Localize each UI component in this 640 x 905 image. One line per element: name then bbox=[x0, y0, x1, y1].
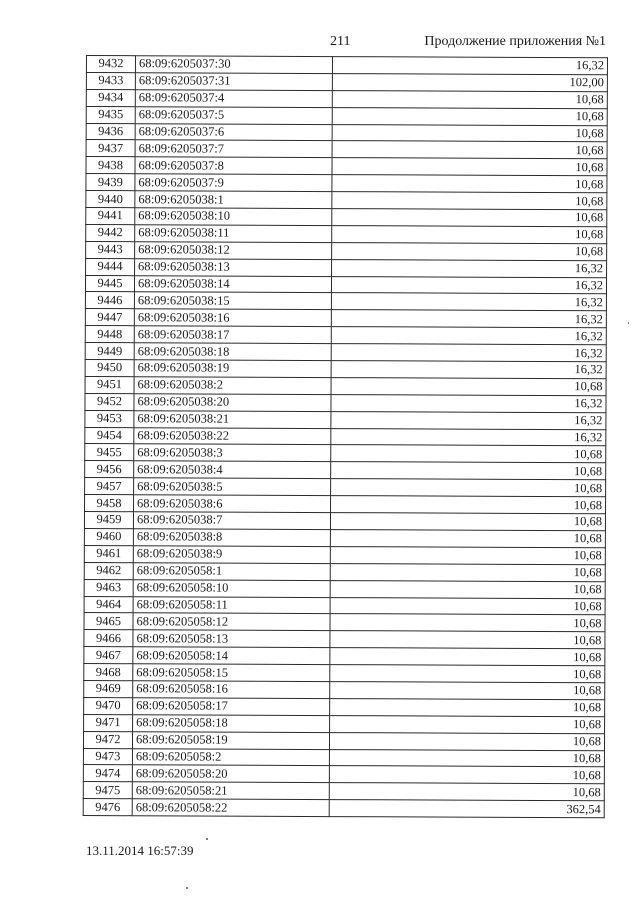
cadastral-number: 68:09:6205038:6 bbox=[134, 495, 331, 513]
row-number: 9471 bbox=[84, 714, 133, 731]
print-timestamp: 13.11.2014 16:57:39 bbox=[86, 843, 194, 858]
row-value: 10,68 bbox=[330, 597, 605, 615]
table-row bbox=[85, 393, 606, 412]
row-number: 9439 bbox=[86, 174, 135, 191]
row-number: 9444 bbox=[86, 258, 135, 275]
table-row bbox=[86, 224, 607, 243]
table-row bbox=[85, 309, 606, 328]
row-value: 10,68 bbox=[330, 530, 605, 548]
cadastral-number: 68:09:6205058:1 bbox=[133, 562, 330, 580]
table-row bbox=[86, 258, 607, 277]
table-row bbox=[85, 360, 606, 379]
row-number: 9438 bbox=[86, 157, 135, 174]
cadastral-number: 68:09:6205037:5 bbox=[135, 106, 332, 124]
row-value: 10,68 bbox=[330, 563, 605, 581]
row-number: 9434 bbox=[86, 89, 135, 106]
table-row bbox=[86, 191, 607, 210]
row-number: 9455 bbox=[85, 444, 134, 461]
row-value: 10,68 bbox=[332, 175, 607, 193]
row-number: 9437 bbox=[86, 140, 135, 157]
row-number: 9453 bbox=[85, 410, 134, 427]
cadastral-number: 68:09:6205038:19 bbox=[134, 360, 331, 378]
row-number: 9465 bbox=[84, 613, 133, 630]
row-value: 10,68 bbox=[331, 496, 606, 514]
row-value: 10,68 bbox=[331, 479, 606, 497]
table-row bbox=[86, 72, 607, 91]
cadastral-number: 68:09:6205037:4 bbox=[135, 89, 332, 107]
row-value: 10,68 bbox=[330, 614, 605, 632]
table-row bbox=[85, 343, 606, 362]
table-row bbox=[86, 123, 607, 142]
row-number: 9440 bbox=[86, 191, 135, 208]
row-value: 16,32 bbox=[331, 344, 606, 362]
row-number: 9466 bbox=[84, 630, 133, 647]
table-row bbox=[86, 208, 607, 227]
row-value: 362,54 bbox=[329, 800, 604, 818]
cadastral-number: 68:09:6205058:11 bbox=[133, 596, 330, 614]
row-number: 9474 bbox=[83, 765, 132, 782]
page-number: 211 bbox=[330, 34, 351, 49]
cadastral-number: 68:09:6205038:5 bbox=[134, 478, 331, 496]
row-number: 9451 bbox=[85, 376, 134, 393]
table-row bbox=[85, 427, 606, 446]
cadastral-number: 68:09:6205058:13 bbox=[133, 630, 330, 648]
row-value: 16,32 bbox=[332, 259, 607, 277]
row-value: 10,68 bbox=[332, 107, 607, 125]
row-value: 10,68 bbox=[330, 648, 605, 666]
cadastral-number: 68:09:6205058:19 bbox=[132, 731, 329, 749]
cadastral-number: 68:09:6205038:10 bbox=[135, 208, 332, 226]
table-row bbox=[86, 89, 607, 108]
row-value: 10,68 bbox=[330, 546, 605, 564]
cadastral-number: 68:09:6205058:22 bbox=[132, 799, 329, 817]
cadastral-number: 68:09:6205058:16 bbox=[133, 681, 330, 699]
row-number: 9433 bbox=[86, 72, 135, 89]
row-value: 10,68 bbox=[330, 715, 605, 733]
table-row bbox=[86, 140, 607, 159]
scan-speck bbox=[186, 887, 188, 889]
row-number: 9462 bbox=[84, 562, 133, 579]
row-number: 9458 bbox=[85, 495, 134, 512]
row-value: 16,32 bbox=[332, 57, 607, 75]
cadastral-number: 68:09:6205058:10 bbox=[133, 579, 330, 597]
row-number: 9452 bbox=[85, 393, 134, 410]
cadastral-number: 68:09:6205038:3 bbox=[134, 444, 331, 462]
row-number: 9475 bbox=[83, 782, 132, 799]
table-row bbox=[86, 157, 607, 176]
cadastral-number: 68:09:6205038:11 bbox=[135, 225, 332, 243]
cadastral-number: 68:09:6205058:14 bbox=[133, 647, 330, 665]
cadastral-number: 68:09:6205038:20 bbox=[134, 394, 331, 412]
row-value: 10,68 bbox=[332, 141, 607, 159]
row-value: 16,32 bbox=[331, 276, 606, 294]
row-value: 10,68 bbox=[329, 766, 604, 784]
row-value: 10,68 bbox=[332, 192, 607, 210]
row-number: 9467 bbox=[84, 647, 133, 664]
cadastral-number: 68:09:6205058:21 bbox=[132, 782, 329, 800]
row-value: 10,68 bbox=[331, 462, 606, 480]
row-value: 10,68 bbox=[329, 732, 604, 750]
row-value: 10,68 bbox=[330, 698, 605, 716]
cadastral-number: 68:09:6205037:8 bbox=[135, 157, 332, 175]
row-value: 10,68 bbox=[330, 665, 605, 683]
row-number: 9447 bbox=[85, 309, 134, 326]
row-value: 10,68 bbox=[329, 749, 604, 767]
cadastral-number: 68:09:6205037:9 bbox=[135, 174, 332, 192]
cadastral-number: 68:09:6205038:7 bbox=[133, 512, 330, 530]
cadastral-number: 68:09:6205037:6 bbox=[135, 123, 332, 141]
row-number: 9472 bbox=[83, 731, 132, 748]
cadastral-number: 68:09:6205038:22 bbox=[134, 427, 331, 445]
cadastral-number: 68:09:6205058:12 bbox=[133, 613, 330, 631]
row-number: 9468 bbox=[84, 664, 133, 681]
data-table bbox=[83, 55, 608, 818]
cadastral-number: 68:09:6205038:1 bbox=[135, 191, 332, 209]
cadastral-number: 68:09:6205038:13 bbox=[135, 258, 332, 276]
row-value: 10,68 bbox=[332, 209, 607, 227]
row-number: 9446 bbox=[85, 292, 134, 309]
row-number: 9442 bbox=[86, 224, 135, 241]
cadastral-number: 68:09:6205038:4 bbox=[134, 461, 331, 479]
row-value: 10,68 bbox=[332, 158, 607, 176]
cadastral-number: 68:09:6205058:18 bbox=[133, 714, 330, 732]
row-value: 16,32 bbox=[331, 327, 606, 345]
row-number: 9432 bbox=[86, 56, 135, 73]
cadastral-number: 68:09:6205038:16 bbox=[134, 309, 331, 327]
cadastral-number: 68:09:6205058:2 bbox=[132, 748, 329, 766]
row-number: 9457 bbox=[85, 478, 134, 495]
table-row bbox=[86, 56, 607, 75]
cadastral-number: 68:09:6205038:12 bbox=[135, 242, 332, 260]
row-value: 10,68 bbox=[331, 445, 606, 463]
row-number: 9445 bbox=[85, 275, 134, 292]
table-row bbox=[86, 241, 607, 260]
scan-speck bbox=[206, 838, 208, 840]
cadastral-number: 68:09:6205038:2 bbox=[134, 377, 331, 395]
cadastral-number: 68:09:6205038:21 bbox=[134, 410, 331, 428]
row-number: 9476 bbox=[83, 799, 132, 816]
row-value: 10,68 bbox=[331, 377, 606, 395]
table-row bbox=[83, 799, 604, 818]
row-value: 16,32 bbox=[331, 411, 606, 429]
row-value: 16,32 bbox=[331, 428, 606, 446]
table-row bbox=[85, 275, 606, 294]
cadastral-number: 68:09:6205038:17 bbox=[134, 326, 331, 344]
row-value: 10,68 bbox=[332, 90, 607, 108]
cadastral-number: 68:09:6205037:31 bbox=[135, 73, 332, 91]
table-row bbox=[85, 292, 606, 311]
row-number: 9436 bbox=[86, 123, 135, 140]
row-number: 9456 bbox=[85, 461, 134, 478]
row-number: 9470 bbox=[84, 697, 133, 714]
row-number: 9469 bbox=[84, 680, 133, 697]
cadastral-number: 68:09:6205037:7 bbox=[135, 140, 332, 158]
row-value: 16,32 bbox=[331, 310, 606, 328]
row-value: 10,68 bbox=[330, 513, 605, 531]
row-value: 10,68 bbox=[332, 225, 607, 243]
row-value: 16,32 bbox=[331, 394, 606, 412]
appendix-title: Продолжение приложения №1 bbox=[424, 34, 606, 49]
table-row bbox=[85, 326, 606, 345]
row-number: 9450 bbox=[85, 360, 134, 377]
table-row bbox=[86, 174, 607, 193]
row-number: 9443 bbox=[86, 241, 135, 258]
row-number: 9454 bbox=[85, 427, 134, 444]
row-value: 10,68 bbox=[330, 631, 605, 649]
cadastral-number: 68:09:6205058:20 bbox=[132, 765, 329, 783]
row-value: 10,68 bbox=[329, 783, 604, 801]
cadastral-number: 68:09:6205037:30 bbox=[135, 56, 332, 74]
cadastral-number: 68:09:6205058:17 bbox=[133, 698, 330, 716]
row-value: 10,68 bbox=[330, 682, 605, 700]
row-value: 10,68 bbox=[332, 124, 607, 142]
row-number: 9460 bbox=[84, 528, 133, 545]
row-value: 16,32 bbox=[331, 361, 606, 379]
row-number: 9441 bbox=[86, 208, 135, 225]
row-number: 9464 bbox=[84, 596, 133, 613]
row-number: 9448 bbox=[85, 326, 134, 343]
table-row bbox=[86, 106, 607, 125]
row-value: 16,32 bbox=[331, 293, 606, 311]
cadastral-number: 68:09:6205038:14 bbox=[134, 275, 331, 293]
row-number: 9449 bbox=[85, 343, 134, 360]
cadastral-number: 68:09:6205038:8 bbox=[133, 529, 330, 547]
cadastral-number: 68:09:6205058:15 bbox=[133, 664, 330, 682]
cadastral-number: 68:09:6205038:18 bbox=[134, 343, 331, 361]
table-row bbox=[85, 410, 606, 429]
row-value: 10,68 bbox=[332, 242, 607, 260]
table-body bbox=[83, 56, 607, 818]
row-value: 102,00 bbox=[332, 73, 607, 91]
row-number: 9435 bbox=[86, 106, 135, 123]
cadastral-number: 68:09:6205038:15 bbox=[134, 292, 331, 310]
row-number: 9459 bbox=[84, 512, 133, 529]
row-number: 9473 bbox=[83, 748, 132, 765]
cadastral-number: 68:09:6205038:9 bbox=[133, 546, 330, 564]
row-value: 10,68 bbox=[330, 580, 605, 598]
row-number: 9463 bbox=[84, 579, 133, 596]
table-row bbox=[85, 376, 606, 395]
scan-speck bbox=[628, 322, 629, 324]
row-number: 9461 bbox=[84, 545, 133, 562]
